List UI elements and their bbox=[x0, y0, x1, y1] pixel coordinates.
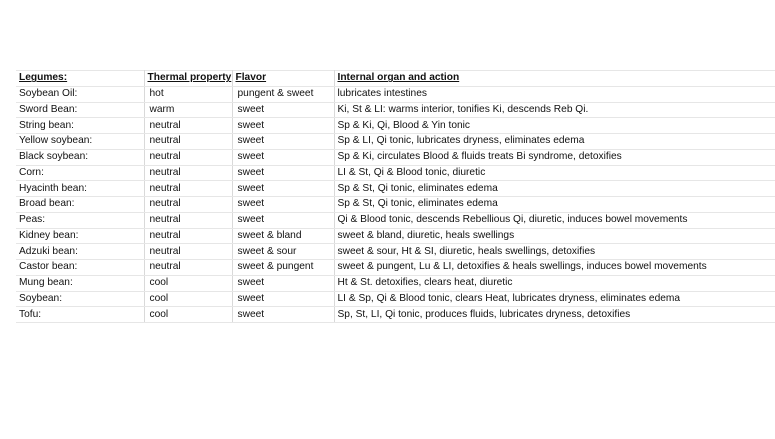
organ-action-cell: sweet & bland, diuretic, heals swellings bbox=[334, 228, 775, 244]
organ-action-cell: Sp & St, Qi tonic, eliminates edema bbox=[334, 197, 775, 213]
flavor-cell: sweet & pungent bbox=[232, 260, 334, 276]
table-row bbox=[16, 118, 775, 134]
table-row bbox=[16, 260, 775, 276]
table-row bbox=[16, 86, 775, 102]
table-row bbox=[16, 212, 775, 228]
organ-action-cell: LI & Sp, Qi & Blood tonic, clears Heat, lubricates dryness, eliminates edema bbox=[334, 291, 775, 307]
thermal-property-cell: neutral bbox=[144, 244, 232, 260]
thermal-property-cell: neutral bbox=[144, 228, 232, 244]
flavor-cell: pungent & sweet bbox=[232, 86, 334, 102]
header-thermal-property: Thermal property bbox=[144, 71, 232, 87]
table-row bbox=[16, 291, 775, 307]
header-flavor: Flavor bbox=[232, 71, 334, 87]
organ-action-cell: sweet & sour, Ht & SI, diuretic, heals swellings, detoxifies bbox=[334, 244, 775, 260]
thermal-property-cell: cool bbox=[144, 291, 232, 307]
thermal-property-cell: neutral bbox=[144, 212, 232, 228]
thermal-property-cell: hot bbox=[144, 86, 232, 102]
flavor-cell: sweet & sour bbox=[232, 244, 334, 260]
flavor-cell: sweet bbox=[232, 307, 334, 323]
organ-action-cell: sweet & pungent, Lu & LI, detoxifies & heals swellings, induces bowel movements bbox=[334, 260, 775, 276]
thermal-property-cell: neutral bbox=[144, 197, 232, 213]
flavor-cell: sweet bbox=[232, 212, 334, 228]
thermal-property-cell: cool bbox=[144, 275, 232, 291]
thermal-property-cell: neutral bbox=[144, 260, 232, 276]
legume-cell: Soybean Oil: bbox=[16, 86, 144, 102]
legume-cell: Kidney bean: bbox=[16, 228, 144, 244]
table-row bbox=[16, 197, 775, 213]
legume-cell: Hyacinth bean: bbox=[16, 181, 144, 197]
table-row bbox=[16, 228, 775, 244]
legumes-table-sheet bbox=[16, 70, 775, 323]
table-row bbox=[16, 165, 775, 181]
organ-action-cell: lubricates intestines bbox=[334, 86, 775, 102]
thermal-property-cell: neutral bbox=[144, 118, 232, 134]
flavor-cell: sweet & bland bbox=[232, 228, 334, 244]
table-row bbox=[16, 181, 775, 197]
thermal-property-cell: cool bbox=[144, 307, 232, 323]
organ-action-cell: Sp & LI, Qi tonic, lubricates dryness, eliminates edema bbox=[334, 134, 775, 150]
legume-cell: Mung bean: bbox=[16, 275, 144, 291]
legumes-table bbox=[16, 70, 775, 323]
legume-cell: Castor bean: bbox=[16, 260, 144, 276]
flavor-cell: sweet bbox=[232, 291, 334, 307]
flavor-cell: sweet bbox=[232, 102, 334, 118]
table-row bbox=[16, 149, 775, 165]
flavor-cell: sweet bbox=[232, 197, 334, 213]
flavor-cell: sweet bbox=[232, 165, 334, 181]
flavor-cell: sweet bbox=[232, 149, 334, 165]
organ-action-cell: Sp & St, Qi tonic, eliminates edema bbox=[334, 181, 775, 197]
organ-action-cell: Sp & Ki, circulates Blood & fluids treats Bi syndrome, detoxifies bbox=[334, 149, 775, 165]
thermal-property-cell: neutral bbox=[144, 181, 232, 197]
thermal-property-cell: neutral bbox=[144, 134, 232, 150]
legume-cell: Sword Bean: bbox=[16, 102, 144, 118]
legume-cell: Corn: bbox=[16, 165, 144, 181]
legume-cell: Peas: bbox=[16, 212, 144, 228]
organ-action-cell: LI & St, Qi & Blood tonic, diuretic bbox=[334, 165, 775, 181]
table-row bbox=[16, 307, 775, 323]
legume-cell: Black soybean: bbox=[16, 149, 144, 165]
legume-cell: Yellow soybean: bbox=[16, 134, 144, 150]
flavor-cell: sweet bbox=[232, 134, 334, 150]
thermal-property-cell: neutral bbox=[144, 165, 232, 181]
flavor-cell: sweet bbox=[232, 275, 334, 291]
legume-cell: Soybean: bbox=[16, 291, 144, 307]
organ-action-cell: Ki, St & LI: warms interior, tonifies Ki, descends Reb Qi. bbox=[334, 102, 775, 118]
thermal-property-cell: warm bbox=[144, 102, 232, 118]
table-row bbox=[16, 275, 775, 291]
table-row bbox=[16, 102, 775, 118]
organ-action-cell: Qi & Blood tonic, descends Rebellious Qi, diuretic, induces bowel movements bbox=[334, 212, 775, 228]
legume-cell: Adzuki bean: bbox=[16, 244, 144, 260]
thermal-property-cell: neutral bbox=[144, 149, 232, 165]
organ-action-cell: Sp & Ki, Qi, Blood & Yin tonic bbox=[334, 118, 775, 134]
header-internal-organ-action: Internal organ and action bbox=[334, 71, 775, 87]
organ-action-cell: Ht & St. detoxifies, clears heat, diuretic bbox=[334, 275, 775, 291]
flavor-cell: sweet bbox=[232, 181, 334, 197]
header-row bbox=[16, 71, 775, 87]
organ-action-cell: Sp, St, LI, Qi tonic, produces fluids, lubricates dryness, detoxifies bbox=[334, 307, 775, 323]
legume-cell: Tofu: bbox=[16, 307, 144, 323]
table-row bbox=[16, 244, 775, 260]
flavor-cell: sweet bbox=[232, 118, 334, 134]
header-legumes: Legumes: bbox=[16, 71, 144, 87]
table-row bbox=[16, 134, 775, 150]
legume-cell: Broad bean: bbox=[16, 197, 144, 213]
legume-cell: String bean: bbox=[16, 118, 144, 134]
